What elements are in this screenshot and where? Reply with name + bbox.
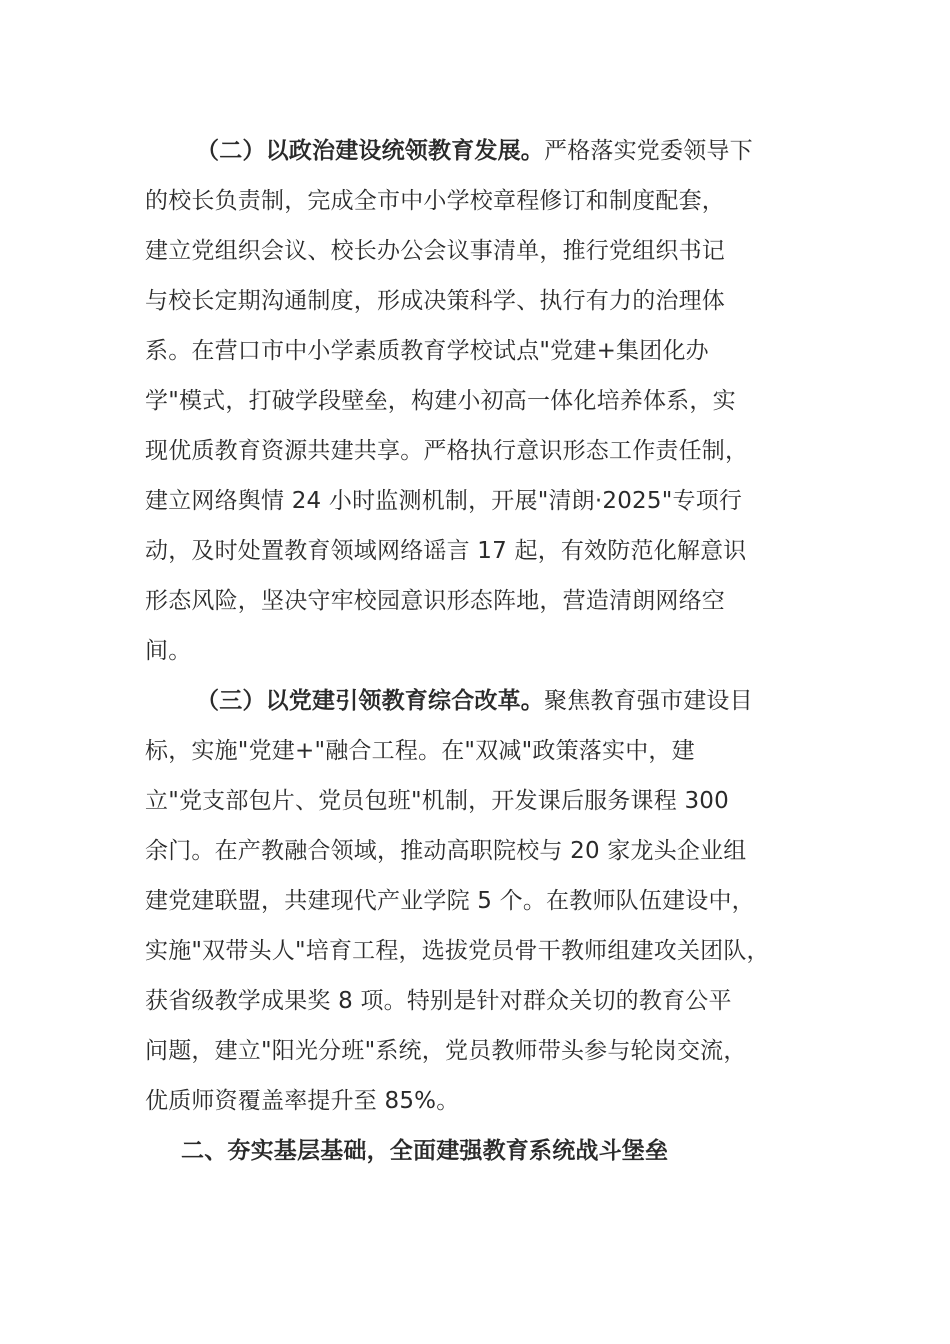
paragraph-line: 标，实施"党建+"融合工程。在"双减"政策落实中，建 bbox=[145, 738, 695, 764]
paragraph-line: 建党建联盟，共建现代产业学院 5 个。在教师队伍建设中， bbox=[145, 888, 755, 914]
paragraph-line: 现优质教育资源共建共享。严格执行意识形态工作责任制， bbox=[145, 438, 749, 464]
paragraph-text: 严格落实党委领导下 bbox=[544, 138, 753, 164]
paragraph-line: 系。在营口市中小学素质教育学校试点"党建+集团化办 bbox=[145, 338, 709, 364]
paragraph-line: 的校长负责制，完成全市中小学校章程修订和制度配套， bbox=[145, 188, 725, 214]
paragraph-line: 问题，建立"阳光分班"系统，党员教师带头参与轮岗交流， bbox=[145, 1038, 747, 1064]
section-heading: 二、夯实基层基础，全面建强教育系统战斗堡垒 bbox=[181, 1138, 669, 1164]
subsection-heading: （二）以政治建设统领教育发展。 bbox=[196, 138, 544, 164]
paragraph-line bbox=[196, 686, 753, 716]
paragraph-line: 获省级教学成果奖 8 项。特别是针对群众关切的教育公平 bbox=[145, 988, 732, 1014]
paragraph-line: 间。 bbox=[145, 638, 192, 664]
paragraph-line: 动，及时处置教育领域网络谣言 17 起，有效防范化解意识 bbox=[145, 538, 747, 564]
paragraph-line: 优质师资覆盖率提升至 85%。 bbox=[145, 1088, 460, 1114]
paragraph-line: 建立网络舆情 24 小时监测机制，开展"清朗·2025"专项行 bbox=[145, 488, 743, 514]
paragraph-line: 余门。在产教融合领域，推动高职院校与 20 家龙头企业组 bbox=[145, 838, 747, 864]
paragraph-line: 建立党组织会议、校长办公会议事清单，推行党组织书记 bbox=[145, 238, 725, 264]
paragraph-line bbox=[196, 136, 753, 166]
paragraph-line: 形态风险，坚决守牢校园意识形态阵地，营造清朗网络空 bbox=[145, 588, 725, 614]
paragraph-line: 立"党支部包片、党员包班"机制，开发课后服务课程 300 bbox=[145, 788, 729, 814]
paragraph-line: 实施"双带头人"培育工程，选拔党员骨干教师组建攻关团队， bbox=[145, 938, 770, 964]
paragraph-line: 与校长定期沟通制度，形成决策科学、执行有力的治理体 bbox=[145, 288, 725, 314]
subsection-heading: （三）以党建引领教育综合改革。 bbox=[196, 688, 544, 714]
paragraph-text: 聚焦教育强市建设目 bbox=[544, 688, 753, 714]
paragraph-line: 学"模式，打破学段壁垒，构建小初高一体化培养体系，实 bbox=[145, 388, 736, 414]
